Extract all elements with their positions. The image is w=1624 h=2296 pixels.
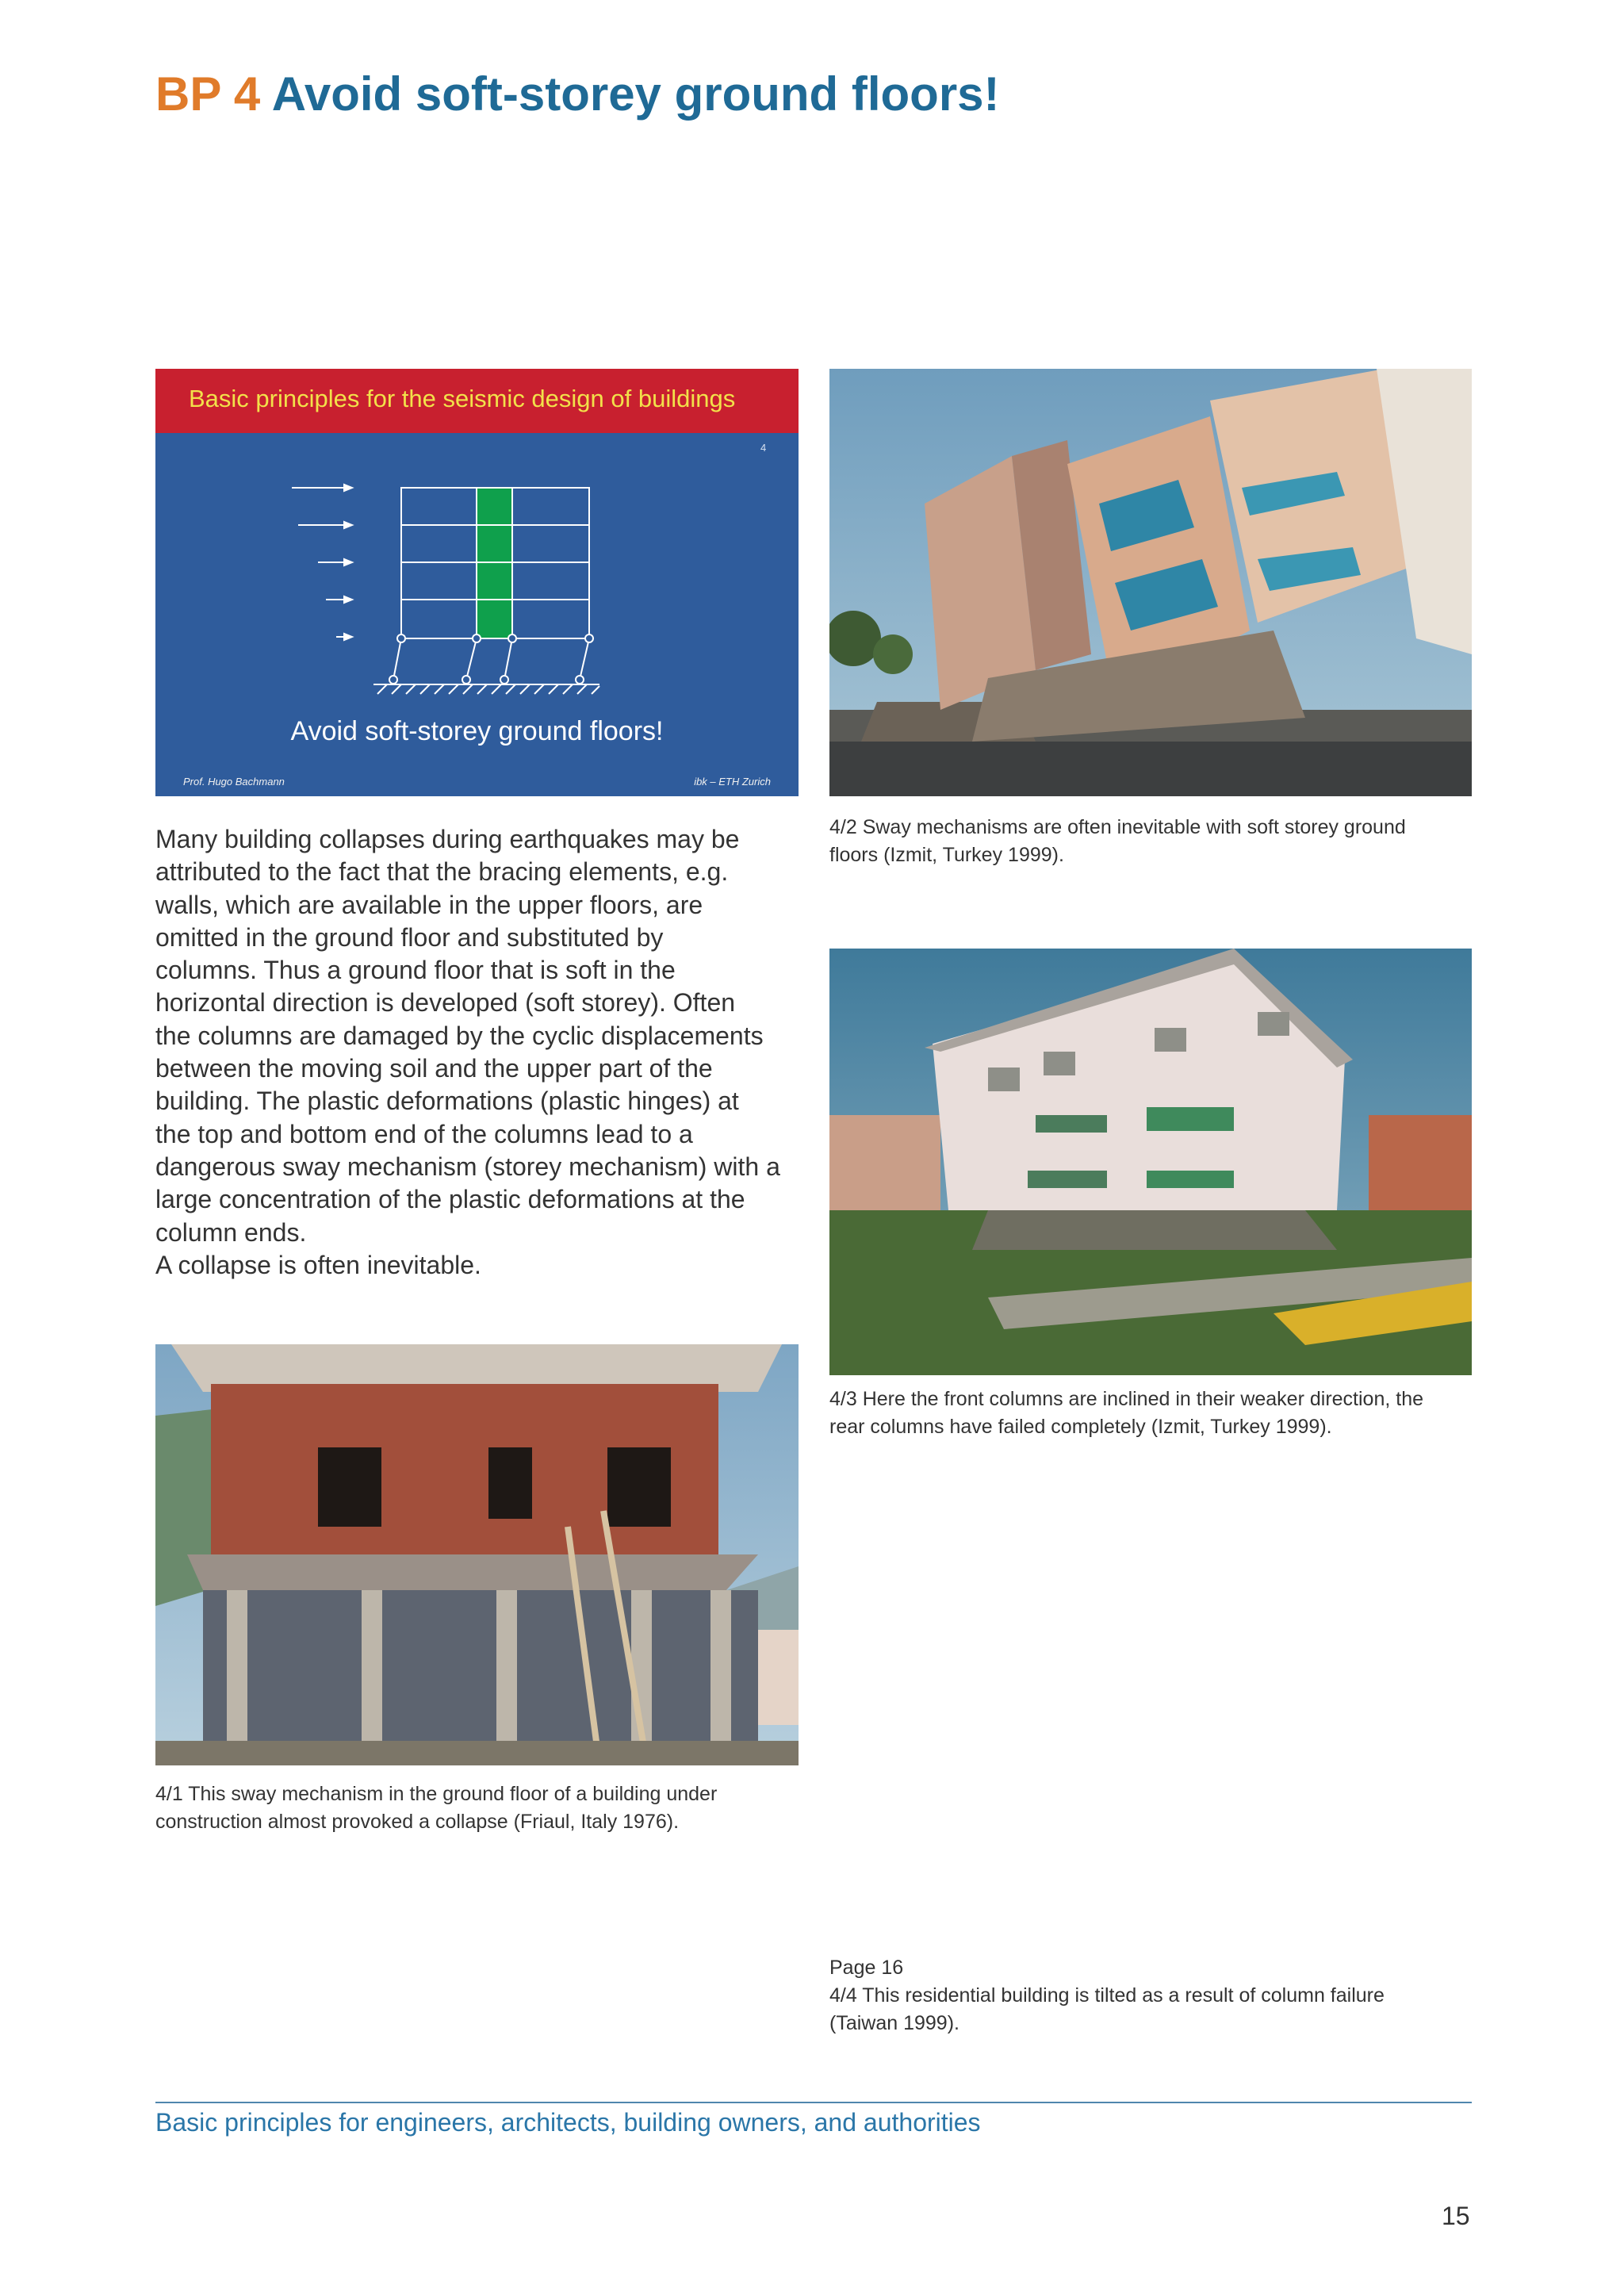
body-line: omitted in the ground floor and substituted by bbox=[155, 922, 664, 952]
body-line: dangerous sway mechanism (storey mechanism) with a bbox=[155, 1152, 780, 1181]
caption-4-4 bbox=[829, 1954, 1480, 2037]
body-line: between the moving soil and the upper part of the bbox=[155, 1054, 713, 1083]
footer-rule bbox=[155, 2102, 1472, 2103]
ground-line bbox=[373, 684, 599, 694]
body-line: attributed to the fact that the bracing elements, e.g. bbox=[155, 857, 729, 887]
photo-4-2 bbox=[829, 369, 1472, 796]
photo-4-3 bbox=[829, 949, 1472, 1375]
body-line: large concentration of the plastic deformations at the bbox=[155, 1185, 745, 1214]
soft-storey-columns bbox=[389, 634, 593, 684]
caption-line: floors (Izmit, Turkey 1999). bbox=[829, 844, 1064, 866]
caption-4-2 bbox=[829, 814, 1480, 869]
body-paragraph bbox=[155, 823, 806, 1282]
load-arrows bbox=[292, 485, 352, 640]
slide-caption: Avoid soft-storey ground floors! bbox=[290, 716, 664, 746]
caption-line: 4/2 Sway mechanisms are often inevitable with soft storey ground bbox=[829, 816, 1406, 838]
body-line: A collapse is often inevitable. bbox=[155, 1250, 481, 1279]
body-line: horizontal direction is developed (soft storey). Often bbox=[155, 988, 736, 1018]
slide-footer-left: Prof. Hugo Bachmann bbox=[183, 776, 285, 788]
caption-line: rear columns have failed completely (Izmit, Turkey 1999). bbox=[829, 1416, 1332, 1438]
slide-header: Basic principles for the seismic design of buildings bbox=[189, 385, 736, 412]
slide-number: 4 bbox=[760, 442, 767, 454]
page-reference: Page 16 bbox=[829, 1957, 904, 1979]
caption-line: 4/4 This residential building is tilted as a result of column failure bbox=[829, 1984, 1385, 2007]
body-line: building. The plastic deformations (plastic hinges) at bbox=[155, 1087, 739, 1116]
body-line: Many building collapses during earthquakes may be bbox=[155, 825, 740, 853]
caption-line: 4/1 This sway mechanism in the ground floor of a building under bbox=[155, 1783, 718, 1805]
title-prefix: BP 4 bbox=[155, 67, 261, 121]
body-line: column ends. bbox=[155, 1217, 307, 1247]
title-main: Avoid soft-storey ground floors! bbox=[271, 67, 1000, 121]
body-line: the top and bottom end of the columns lead to a bbox=[155, 1119, 693, 1148]
slide-diagram bbox=[155, 369, 799, 796]
caption-line: 4/3 Here the front columns are inclined in their weaker direction, the bbox=[829, 1388, 1423, 1410]
page-number: 15 bbox=[1442, 2202, 1470, 2230]
body-line: walls, which are available in the upper floors, are bbox=[155, 890, 703, 919]
footer-text: Basic principles for engineers, architects, building owners, and authorities bbox=[155, 2108, 981, 2137]
caption-line: (Taiwan 1999). bbox=[829, 2012, 959, 2034]
caption-4-3 bbox=[829, 1386, 1480, 1441]
caption-4-1 bbox=[155, 1780, 806, 1836]
body-line: the columns are damaged by the cyclic displacements bbox=[155, 1021, 764, 1050]
body-line: columns. Thus a ground floor that is soft in the bbox=[155, 956, 676, 985]
photo-4-1 bbox=[155, 1344, 799, 1765]
slide-footer-right: ibk – ETH Zurich bbox=[694, 776, 771, 788]
caption-line: construction almost provoked a collapse (Friaul, Italy 1976). bbox=[155, 1811, 680, 1833]
page-title bbox=[155, 67, 1000, 122]
